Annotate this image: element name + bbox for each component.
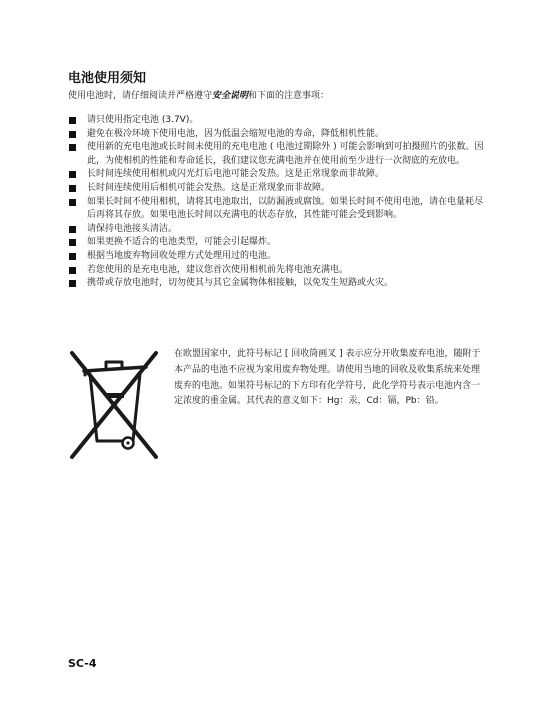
intro-paragraph — [68, 89, 329, 103]
square-bullet-icon — [69, 117, 76, 124]
weee-disposal-notice: 在欧盟国家中，此符号标记 [ 回收筒画叉 ] 表示应分开收集废弃电池，随附于本产品的电池不应视为家用废弃物处理。请使用当地的回收及收集系统来处理废弃的电池。如果符号标记的下方印有化学符号，此化学符号表示电池内含一定浓度的重金属。其代表的意义如下：Hg：汞，Cd：镉，Pb：铅。 — [174, 349, 481, 407]
list-item — [68, 182, 488, 196]
crossed-out-wheelie-bin-icon — [68, 347, 160, 463]
list-item-text: 若您使用的是充电电池，建议您首次使用相机前先将电池充满电。 — [87, 264, 349, 275]
list-item — [68, 141, 488, 168]
square-bullet-icon — [69, 239, 76, 246]
square-bullet-icon — [69, 267, 76, 274]
intro-text-after: 和下面的注意事项： — [248, 91, 330, 101]
square-bullet-icon — [69, 253, 76, 260]
square-bullet-icon — [69, 171, 76, 178]
list-item — [68, 168, 488, 182]
list-item-text: 如果更换不适合的电池类型，可能会引起爆炸。 — [87, 237, 277, 248]
square-bullet-icon — [69, 226, 76, 233]
list-item — [68, 264, 488, 278]
list-item — [68, 196, 488, 223]
square-bullet-icon — [69, 199, 76, 206]
list-item-text: 长时间连续使用相机或闪光灯后电池可能会发热。这是正常现象而非故障。 — [87, 169, 385, 180]
square-bullet-icon — [69, 144, 76, 151]
page-title: 电池使用须知 — [68, 71, 147, 86]
square-bullet-icon — [69, 280, 76, 287]
list-item — [68, 277, 488, 291]
square-bullet-icon — [69, 185, 76, 192]
list-item-text: 请保持电池接头清洁。 — [87, 223, 178, 234]
list-item-text: 长时间连续使用后相机可能会发热。这是正常现象而非故障。 — [87, 182, 331, 193]
list-item — [68, 236, 488, 250]
page-number: SC-4 — [68, 657, 97, 670]
safety-instructions-emphasis: 安全说明 — [212, 91, 249, 101]
list-item-text: 根据当地废弃物回收处理方式处理用过的电池。 — [87, 250, 277, 261]
list-item — [68, 223, 488, 237]
square-bullet-icon — [69, 131, 76, 138]
list-item — [68, 114, 488, 128]
list-item-text: 如果长时间不使用相机，请将其电池取出，以防漏液或腐蚀。如果长时间不使用电池，请在电量耗尽后再将其存放。如果电池长时间以充满电的状态存放，其性能可能会受到影响。 — [87, 196, 484, 221]
list-item-text: 携带或存放电池时，切勿使其与其它金属物体相接触，以免发生短路或火灾。 — [87, 278, 394, 289]
list-item-text: 避免在极冷环境下使用电池，因为低温会缩短电池的寿命，降低相机性能。 — [87, 128, 385, 139]
list-item — [68, 250, 488, 264]
battery-precautions-list — [68, 114, 488, 291]
list-item — [68, 128, 488, 142]
list-item-text: 请只使用指定电池 (3.7V)。 — [87, 115, 199, 125]
intro-text-before: 使用电池时，请仔细阅读并严格遵守 — [68, 91, 213, 101]
list-item-text: 使用新的充电电池或长时间未使用的充电电池 ( 电池过期除外 ) 可能会影响到可拍摄照片的张数。因此，为使相机的性能和寿命延长，我们建议您充满电池并在使用前至少进行一次彻底的充放电。 — [87, 142, 484, 166]
